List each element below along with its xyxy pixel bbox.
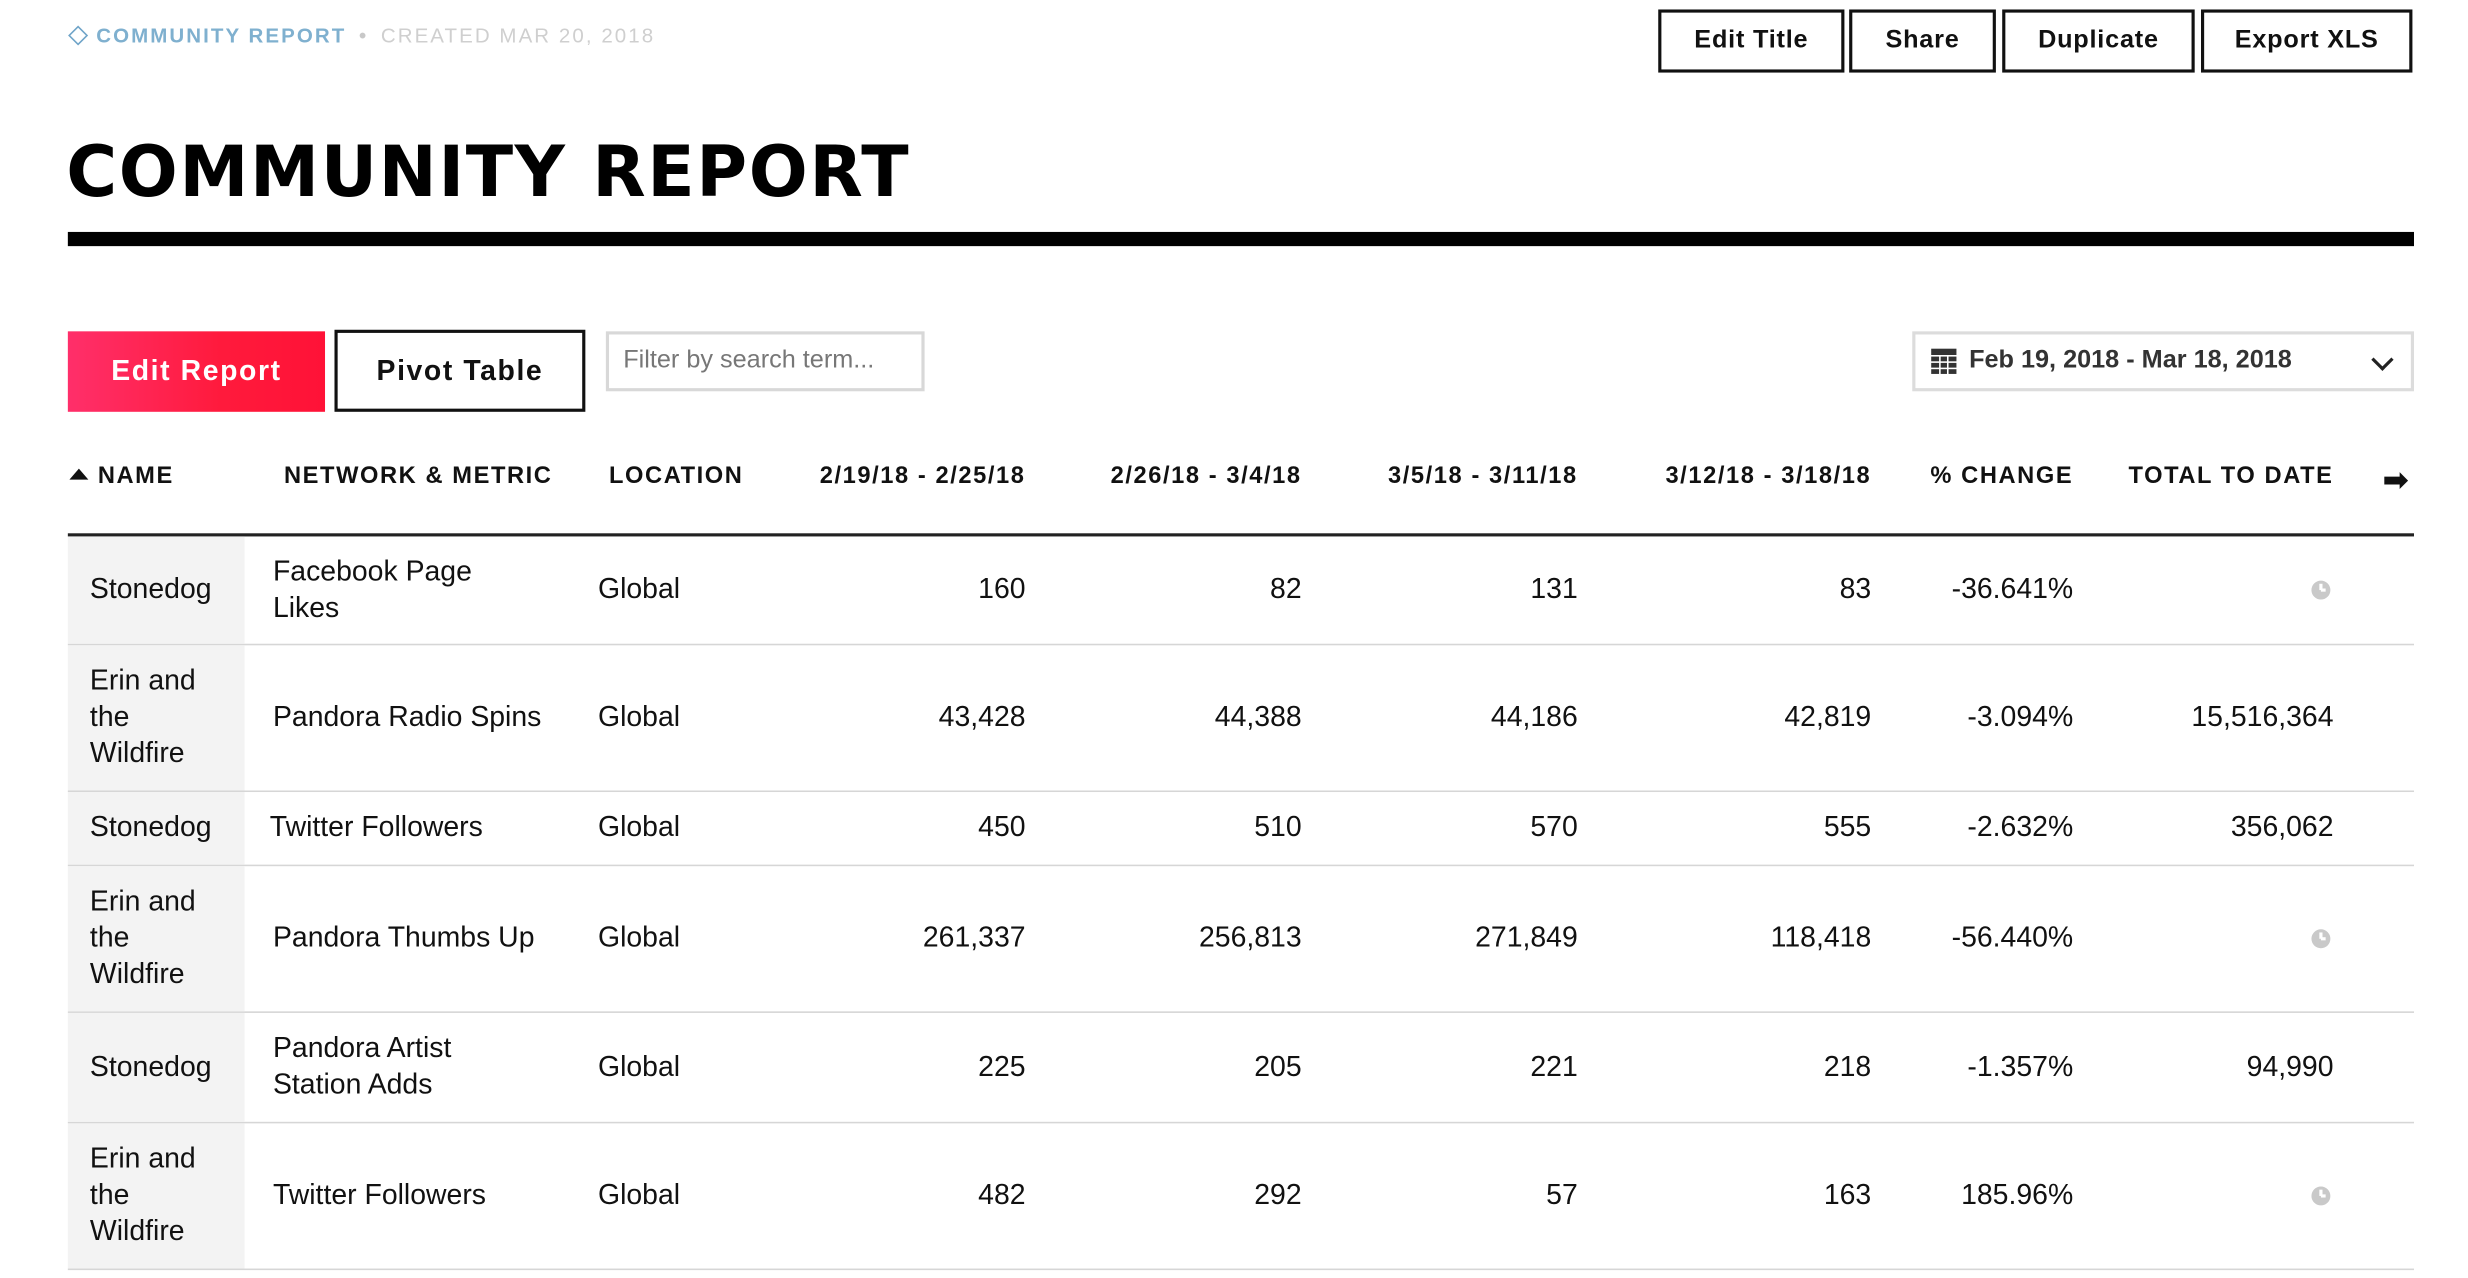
column-header-week-2[interactable]: 2/26/18 - 3/4/18 xyxy=(1110,462,1302,490)
name-cell-line: the xyxy=(89,1178,130,1211)
column-header-total[interactable]: TOTAL TO DATE xyxy=(2128,462,2334,490)
metric-cell xyxy=(273,553,472,626)
week-value-cell: 271,849 xyxy=(1475,921,1578,953)
location-cell: Global xyxy=(597,700,681,733)
week-value-cell: 555 xyxy=(1823,810,1872,843)
week-value-cell: 292 xyxy=(1254,1178,1302,1211)
location-cell: Global xyxy=(597,1050,681,1082)
location-cell: Global xyxy=(597,572,681,605)
week-value-cell: 256,813 xyxy=(1198,921,1302,953)
arrow-right-icon[interactable]: ➡ xyxy=(2382,463,2409,499)
change-cell: -3.094% xyxy=(1967,700,2074,733)
week-value-cell: 450 xyxy=(978,810,1026,843)
week-value-cell: 261,337 xyxy=(922,921,1026,953)
name-cell-line: Wildfire xyxy=(89,1214,185,1247)
clock-icon xyxy=(2311,580,2330,599)
total-cell: 356,062 xyxy=(2230,810,2334,843)
week-value-cell: 482 xyxy=(978,1178,1026,1211)
column-header-network-metric[interactable]: NETWORK & METRIC xyxy=(284,462,553,490)
name-cell-line: the xyxy=(89,700,130,733)
created-date: CREATED MAR 20, 2018 xyxy=(380,23,656,48)
table-row[interactable] xyxy=(68,792,2414,866)
metric-cell-line: Facebook Page xyxy=(272,554,472,587)
export-xls-button[interactable]: Export XLS xyxy=(2201,9,2412,72)
metric-cell-line: Pandora Thumbs Up xyxy=(272,921,535,953)
column-header-week-3[interactable]: 3/5/18 - 3/11/18 xyxy=(1388,462,1578,490)
name-cell-line: Erin and xyxy=(89,885,196,917)
table-row[interactable] xyxy=(68,866,2414,1013)
name-cell-line: Erin and xyxy=(89,664,196,696)
diamond-icon xyxy=(68,25,88,45)
change-cell: -36.641% xyxy=(1951,572,2074,605)
location-cell: Global xyxy=(597,921,681,953)
week-value-cell: 225 xyxy=(978,1050,1026,1082)
week-value-cell: 221 xyxy=(1530,1050,1578,1082)
search-input[interactable] xyxy=(606,331,925,391)
name-cell-line: the xyxy=(89,921,130,953)
name-cell-line: Erin and xyxy=(89,1142,196,1174)
week-value-cell: 163 xyxy=(1823,1178,1872,1211)
metric-cell-line: Twitter Followers xyxy=(272,1178,487,1211)
clock-icon xyxy=(2311,1186,2330,1205)
date-range-picker[interactable] xyxy=(1912,331,2414,391)
metric-cell-line: Likes xyxy=(272,590,340,623)
change-cell: -1.357% xyxy=(1967,1050,2074,1082)
week-value-cell: 205 xyxy=(1254,1050,1302,1082)
pivot-table-button[interactable]: Pivot Table xyxy=(334,330,585,412)
location-cell: Global xyxy=(597,810,681,843)
name-cell xyxy=(90,571,212,607)
clock-icon xyxy=(2311,929,2330,948)
week-value-cell: 44,388 xyxy=(1214,700,1302,733)
name-cell xyxy=(90,1141,196,1250)
total-cell: 94,990 xyxy=(2246,1050,2334,1082)
calendar-icon xyxy=(1931,349,1956,374)
date-range-label: Feb 19, 2018 - Mar 18, 2018 xyxy=(1969,347,2292,374)
change-cell: 185.96% xyxy=(1961,1178,2074,1211)
column-header-week-1[interactable]: 2/19/18 - 2/25/18 xyxy=(819,462,1026,490)
duplicate-button[interactable]: Duplicate xyxy=(2002,9,2194,72)
name-cell xyxy=(90,1048,212,1084)
edit-title-button[interactable]: Edit Title xyxy=(1658,9,1844,72)
name-cell xyxy=(90,663,196,772)
metric-cell xyxy=(270,809,483,845)
chevron-down-icon[interactable] xyxy=(2371,349,2393,371)
metric-cell xyxy=(273,1177,486,1213)
metric-cell xyxy=(273,699,541,735)
week-value-cell: 218 xyxy=(1823,1050,1872,1082)
metric-cell-line: Pandora Radio Spins xyxy=(272,700,542,733)
name-cell-line: Stonedog xyxy=(89,1050,212,1082)
change-cell: -56.440% xyxy=(1951,921,2074,953)
week-value-cell: 510 xyxy=(1254,810,1302,843)
week-value-cell: 57 xyxy=(1546,1178,1578,1211)
edit-report-button[interactable]: Edit Report xyxy=(68,331,325,411)
name-cell xyxy=(90,884,196,993)
share-button[interactable]: Share xyxy=(1849,9,1996,72)
sort-up-icon xyxy=(69,469,88,480)
breadcrumb-separator: • xyxy=(358,23,369,48)
table-row[interactable] xyxy=(68,1013,2414,1123)
metric-cell-line: Twitter Followers xyxy=(269,810,483,843)
column-header-location[interactable]: LOCATION xyxy=(609,462,744,490)
total-cell: 15,516,364 xyxy=(2191,700,2334,733)
breadcrumb xyxy=(68,24,655,48)
week-value-cell: 42,819 xyxy=(1784,700,1872,733)
name-cell-line: Wildfire xyxy=(89,736,185,769)
name-cell-line: Stonedog xyxy=(89,572,212,605)
metric-cell xyxy=(273,920,535,956)
table-row[interactable] xyxy=(68,536,2414,645)
name-cell-line: Wildfire xyxy=(89,957,185,990)
week-value-cell: 44,186 xyxy=(1490,700,1578,733)
week-value-cell: 570 xyxy=(1530,810,1578,843)
breadcrumb-link[interactable]: COMMUNITY REPORT xyxy=(96,23,347,48)
week-value-cell: 131 xyxy=(1530,572,1578,605)
name-cell-line: Stonedog xyxy=(89,810,212,843)
week-value-cell: 83 xyxy=(1839,572,1872,605)
table-row[interactable] xyxy=(68,1123,2414,1270)
name-cell xyxy=(90,809,212,845)
change-cell: -2.632% xyxy=(1967,810,2074,843)
metric-cell-line: Station Adds xyxy=(272,1068,433,1100)
week-value-cell: 118,418 xyxy=(1770,921,1872,953)
title-divider xyxy=(68,232,2414,246)
metric-cell xyxy=(273,1030,451,1103)
location-cell: Global xyxy=(597,1178,681,1211)
week-value-cell: 160 xyxy=(978,572,1026,605)
table-row[interactable] xyxy=(68,645,2414,792)
page-title: COMMUNITY REPORT xyxy=(66,131,911,214)
metric-cell-line: Pandora Artist xyxy=(272,1031,452,1064)
week-value-cell: 82 xyxy=(1270,572,1302,605)
column-header-change[interactable]: % CHANGE xyxy=(1930,462,2074,490)
week-value-cell: 43,428 xyxy=(938,700,1026,733)
column-header-week-4[interactable]: 3/12/18 - 3/18/18 xyxy=(1665,462,1872,490)
column-header-name[interactable]: NAME xyxy=(69,462,173,489)
